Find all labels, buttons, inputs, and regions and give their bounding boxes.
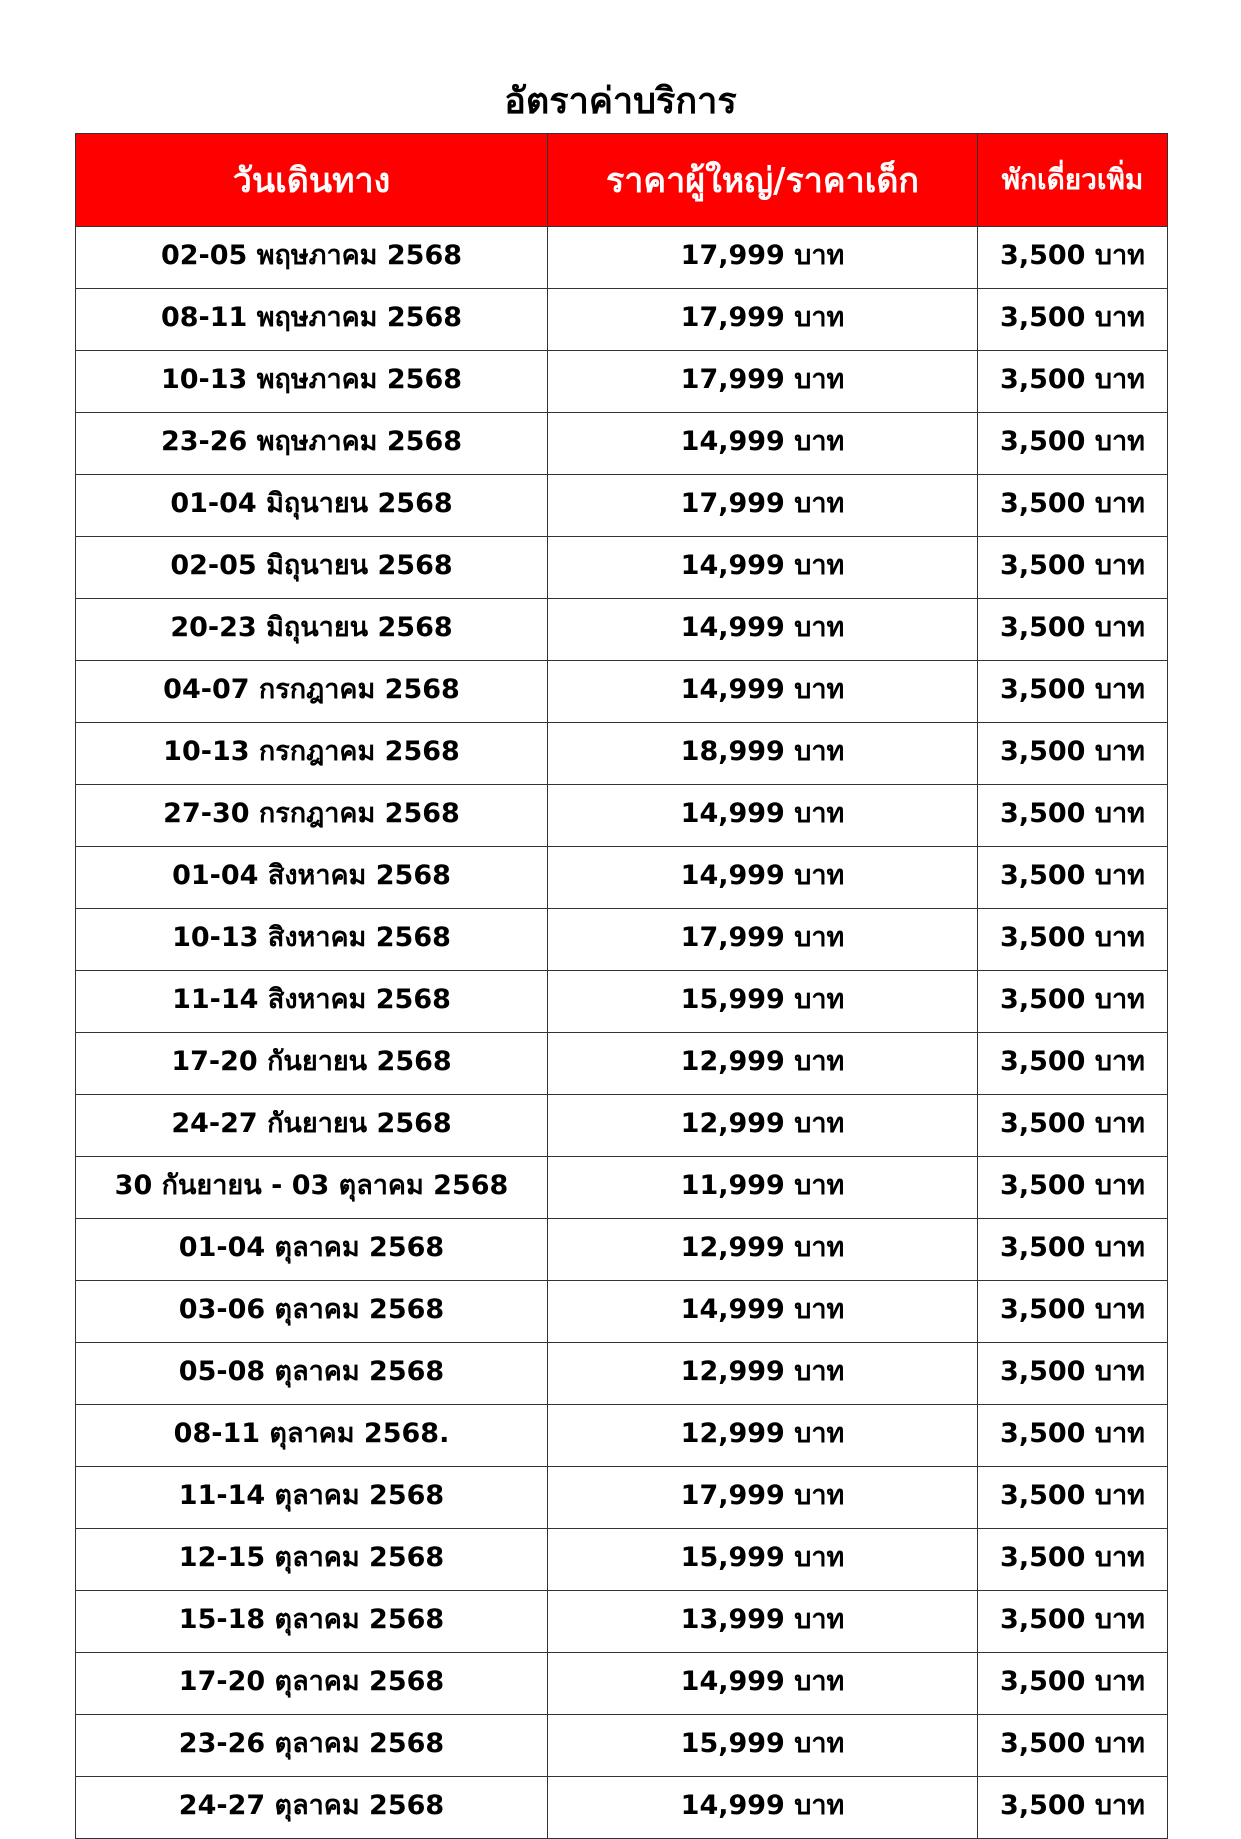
cell-travel-date: 24-27 กันยายน 2568	[76, 1095, 548, 1157]
cell-price: 17,999 บาท	[548, 909, 978, 971]
table-row	[76, 1405, 1168, 1467]
cell-travel-date: 03-06 ตุลาคม 2568	[76, 1281, 548, 1343]
cell-single-supplement: 3,500 บาท	[978, 1343, 1168, 1405]
cell-price: 14,999 บาท	[548, 785, 978, 847]
cell-price: 11,999 บาท	[548, 1157, 978, 1219]
cell-travel-date: 10-13 สิงหาคม 2568	[76, 909, 548, 971]
cell-price: 14,999 บาท	[548, 1777, 978, 1839]
cell-single-supplement: 3,500 บาท	[978, 909, 1168, 971]
cell-travel-date: 15-18 ตุลาคม 2568	[76, 1591, 548, 1653]
cell-price: 12,999 บาท	[548, 1219, 978, 1281]
cell-travel-date: 17-20 กันยายน 2568	[76, 1033, 548, 1095]
table-row	[76, 413, 1168, 475]
table-row	[76, 1591, 1168, 1653]
cell-single-supplement: 3,500 บาท	[978, 1157, 1168, 1219]
table-row	[76, 1715, 1168, 1777]
header-price: ราคาผู้ใหญ่/ราคาเด็ก	[548, 134, 978, 227]
cell-price: 14,999 บาท	[548, 1653, 978, 1715]
table-row	[76, 971, 1168, 1033]
cell-single-supplement: 3,500 บาท	[978, 723, 1168, 785]
cell-travel-date: 01-04 ตุลาคม 2568	[76, 1219, 548, 1281]
cell-travel-date: 05-08 ตุลาคม 2568	[76, 1343, 548, 1405]
cell-single-supplement: 3,500 บาท	[978, 1467, 1168, 1529]
rates-table	[75, 133, 1168, 1839]
cell-single-supplement: 3,500 บาท	[978, 1777, 1168, 1839]
cell-single-supplement: 3,500 บาท	[978, 537, 1168, 599]
cell-travel-date: 04-07 กรกฎาคม 2568	[76, 661, 548, 723]
cell-travel-date: 27-30 กรกฎาคม 2568	[76, 785, 548, 847]
table-row	[76, 475, 1168, 537]
cell-single-supplement: 3,500 บาท	[978, 1715, 1168, 1777]
cell-price: 13,999 บาท	[548, 1591, 978, 1653]
cell-travel-date: 11-14 ตุลาคม 2568	[76, 1467, 548, 1529]
cell-single-supplement: 3,500 บาท	[978, 1281, 1168, 1343]
table-body	[76, 227, 1168, 1839]
cell-travel-date: 10-13 พฤษภาคม 2568	[76, 351, 548, 413]
table-row	[76, 1157, 1168, 1219]
cell-single-supplement: 3,500 บาท	[978, 661, 1168, 723]
cell-price: 12,999 บาท	[548, 1095, 978, 1157]
cell-price: 17,999 บาท	[548, 1467, 978, 1529]
cell-single-supplement: 3,500 บาท	[978, 475, 1168, 537]
cell-travel-date: 08-11 ตุลาคม 2568.	[76, 1405, 548, 1467]
cell-travel-date: 11-14 สิงหาคม 2568	[76, 971, 548, 1033]
cell-travel-date: 12-15 ตุลาคม 2568	[76, 1529, 548, 1591]
cell-price: 14,999 บาท	[548, 537, 978, 599]
cell-single-supplement: 3,500 บาท	[978, 289, 1168, 351]
cell-single-supplement: 3,500 บาท	[978, 1219, 1168, 1281]
cell-price: 14,999 บาท	[548, 661, 978, 723]
cell-single-supplement: 3,500 บาท	[978, 1095, 1168, 1157]
cell-travel-date: 08-11 พฤษภาคม 2568	[76, 289, 548, 351]
table-row	[76, 1095, 1168, 1157]
cell-single-supplement: 3,500 บาท	[978, 413, 1168, 475]
cell-travel-date: 20-23 มิถุนายน 2568	[76, 599, 548, 661]
cell-travel-date: 10-13 กรกฎาคม 2568	[76, 723, 548, 785]
cell-price: 14,999 บาท	[548, 599, 978, 661]
cell-single-supplement: 3,500 บาท	[978, 1033, 1168, 1095]
cell-single-supplement: 3,500 บาท	[978, 1529, 1168, 1591]
cell-price: 12,999 บาท	[548, 1033, 978, 1095]
table-row	[76, 537, 1168, 599]
table-row	[76, 227, 1168, 289]
cell-single-supplement: 3,500 บาท	[978, 1405, 1168, 1467]
cell-single-supplement: 3,500 บาท	[978, 227, 1168, 289]
cell-price: 15,999 บาท	[548, 971, 978, 1033]
table-row	[76, 1529, 1168, 1591]
table-row	[76, 1777, 1168, 1839]
cell-single-supplement: 3,500 บาท	[978, 1591, 1168, 1653]
cell-price: 15,999 บาท	[548, 1715, 978, 1777]
cell-price: 15,999 บาท	[548, 1529, 978, 1591]
cell-travel-date: 01-04 สิงหาคม 2568	[76, 847, 548, 909]
table-row	[76, 909, 1168, 971]
cell-travel-date: 02-05 พฤษภาคม 2568	[76, 227, 548, 289]
cell-travel-date: 17-20 ตุลาคม 2568	[76, 1653, 548, 1715]
cell-travel-date: 02-05 มิถุนายน 2568	[76, 537, 548, 599]
table-row	[76, 1219, 1168, 1281]
cell-price: 17,999 บาท	[548, 351, 978, 413]
cell-price: 12,999 บาท	[548, 1405, 978, 1467]
cell-travel-date: 23-26 ตุลาคม 2568	[76, 1715, 548, 1777]
cell-travel-date: 23-26 พฤษภาคม 2568	[76, 413, 548, 475]
table-header-row	[76, 134, 1168, 227]
table-row	[76, 599, 1168, 661]
cell-single-supplement: 3,500 บาท	[978, 599, 1168, 661]
table-row	[76, 289, 1168, 351]
table-row	[76, 1467, 1168, 1529]
cell-travel-date: 01-04 มิถุนายน 2568	[76, 475, 548, 537]
cell-single-supplement: 3,500 บาท	[978, 847, 1168, 909]
table-row	[76, 1281, 1168, 1343]
cell-single-supplement: 3,500 บาท	[978, 351, 1168, 413]
cell-single-supplement: 3,500 บาท	[978, 971, 1168, 1033]
table-row	[76, 1343, 1168, 1405]
table-row	[76, 723, 1168, 785]
cell-single-supplement: 3,500 บาท	[978, 785, 1168, 847]
cell-price: 14,999 บาท	[548, 847, 978, 909]
table-row	[76, 1653, 1168, 1715]
table-row	[76, 1033, 1168, 1095]
cell-price: 14,999 บาท	[548, 1281, 978, 1343]
header-travel-date: วันเดินทาง	[76, 134, 548, 227]
cell-price: 17,999 บาท	[548, 227, 978, 289]
cell-travel-date: 30 กันยายน - 03 ตุลาคม 2568	[76, 1157, 548, 1219]
cell-price: 14,999 บาท	[548, 413, 978, 475]
table-row	[76, 785, 1168, 847]
cell-price: 17,999 บาท	[548, 475, 978, 537]
cell-single-supplement: 3,500 บาท	[978, 1653, 1168, 1715]
header-single-supplement: พักเดี่ยวเพิ่ม	[978, 134, 1168, 227]
page-title: อัตราค่าบริการ	[504, 81, 737, 122]
table-row	[76, 351, 1168, 413]
cell-price: 18,999 บาท	[548, 723, 978, 785]
cell-price: 17,999 บาท	[548, 289, 978, 351]
table-row	[76, 847, 1168, 909]
table-row	[76, 661, 1168, 723]
cell-price: 12,999 บาท	[548, 1343, 978, 1405]
cell-travel-date: 24-27 ตุลาคม 2568	[76, 1777, 548, 1839]
